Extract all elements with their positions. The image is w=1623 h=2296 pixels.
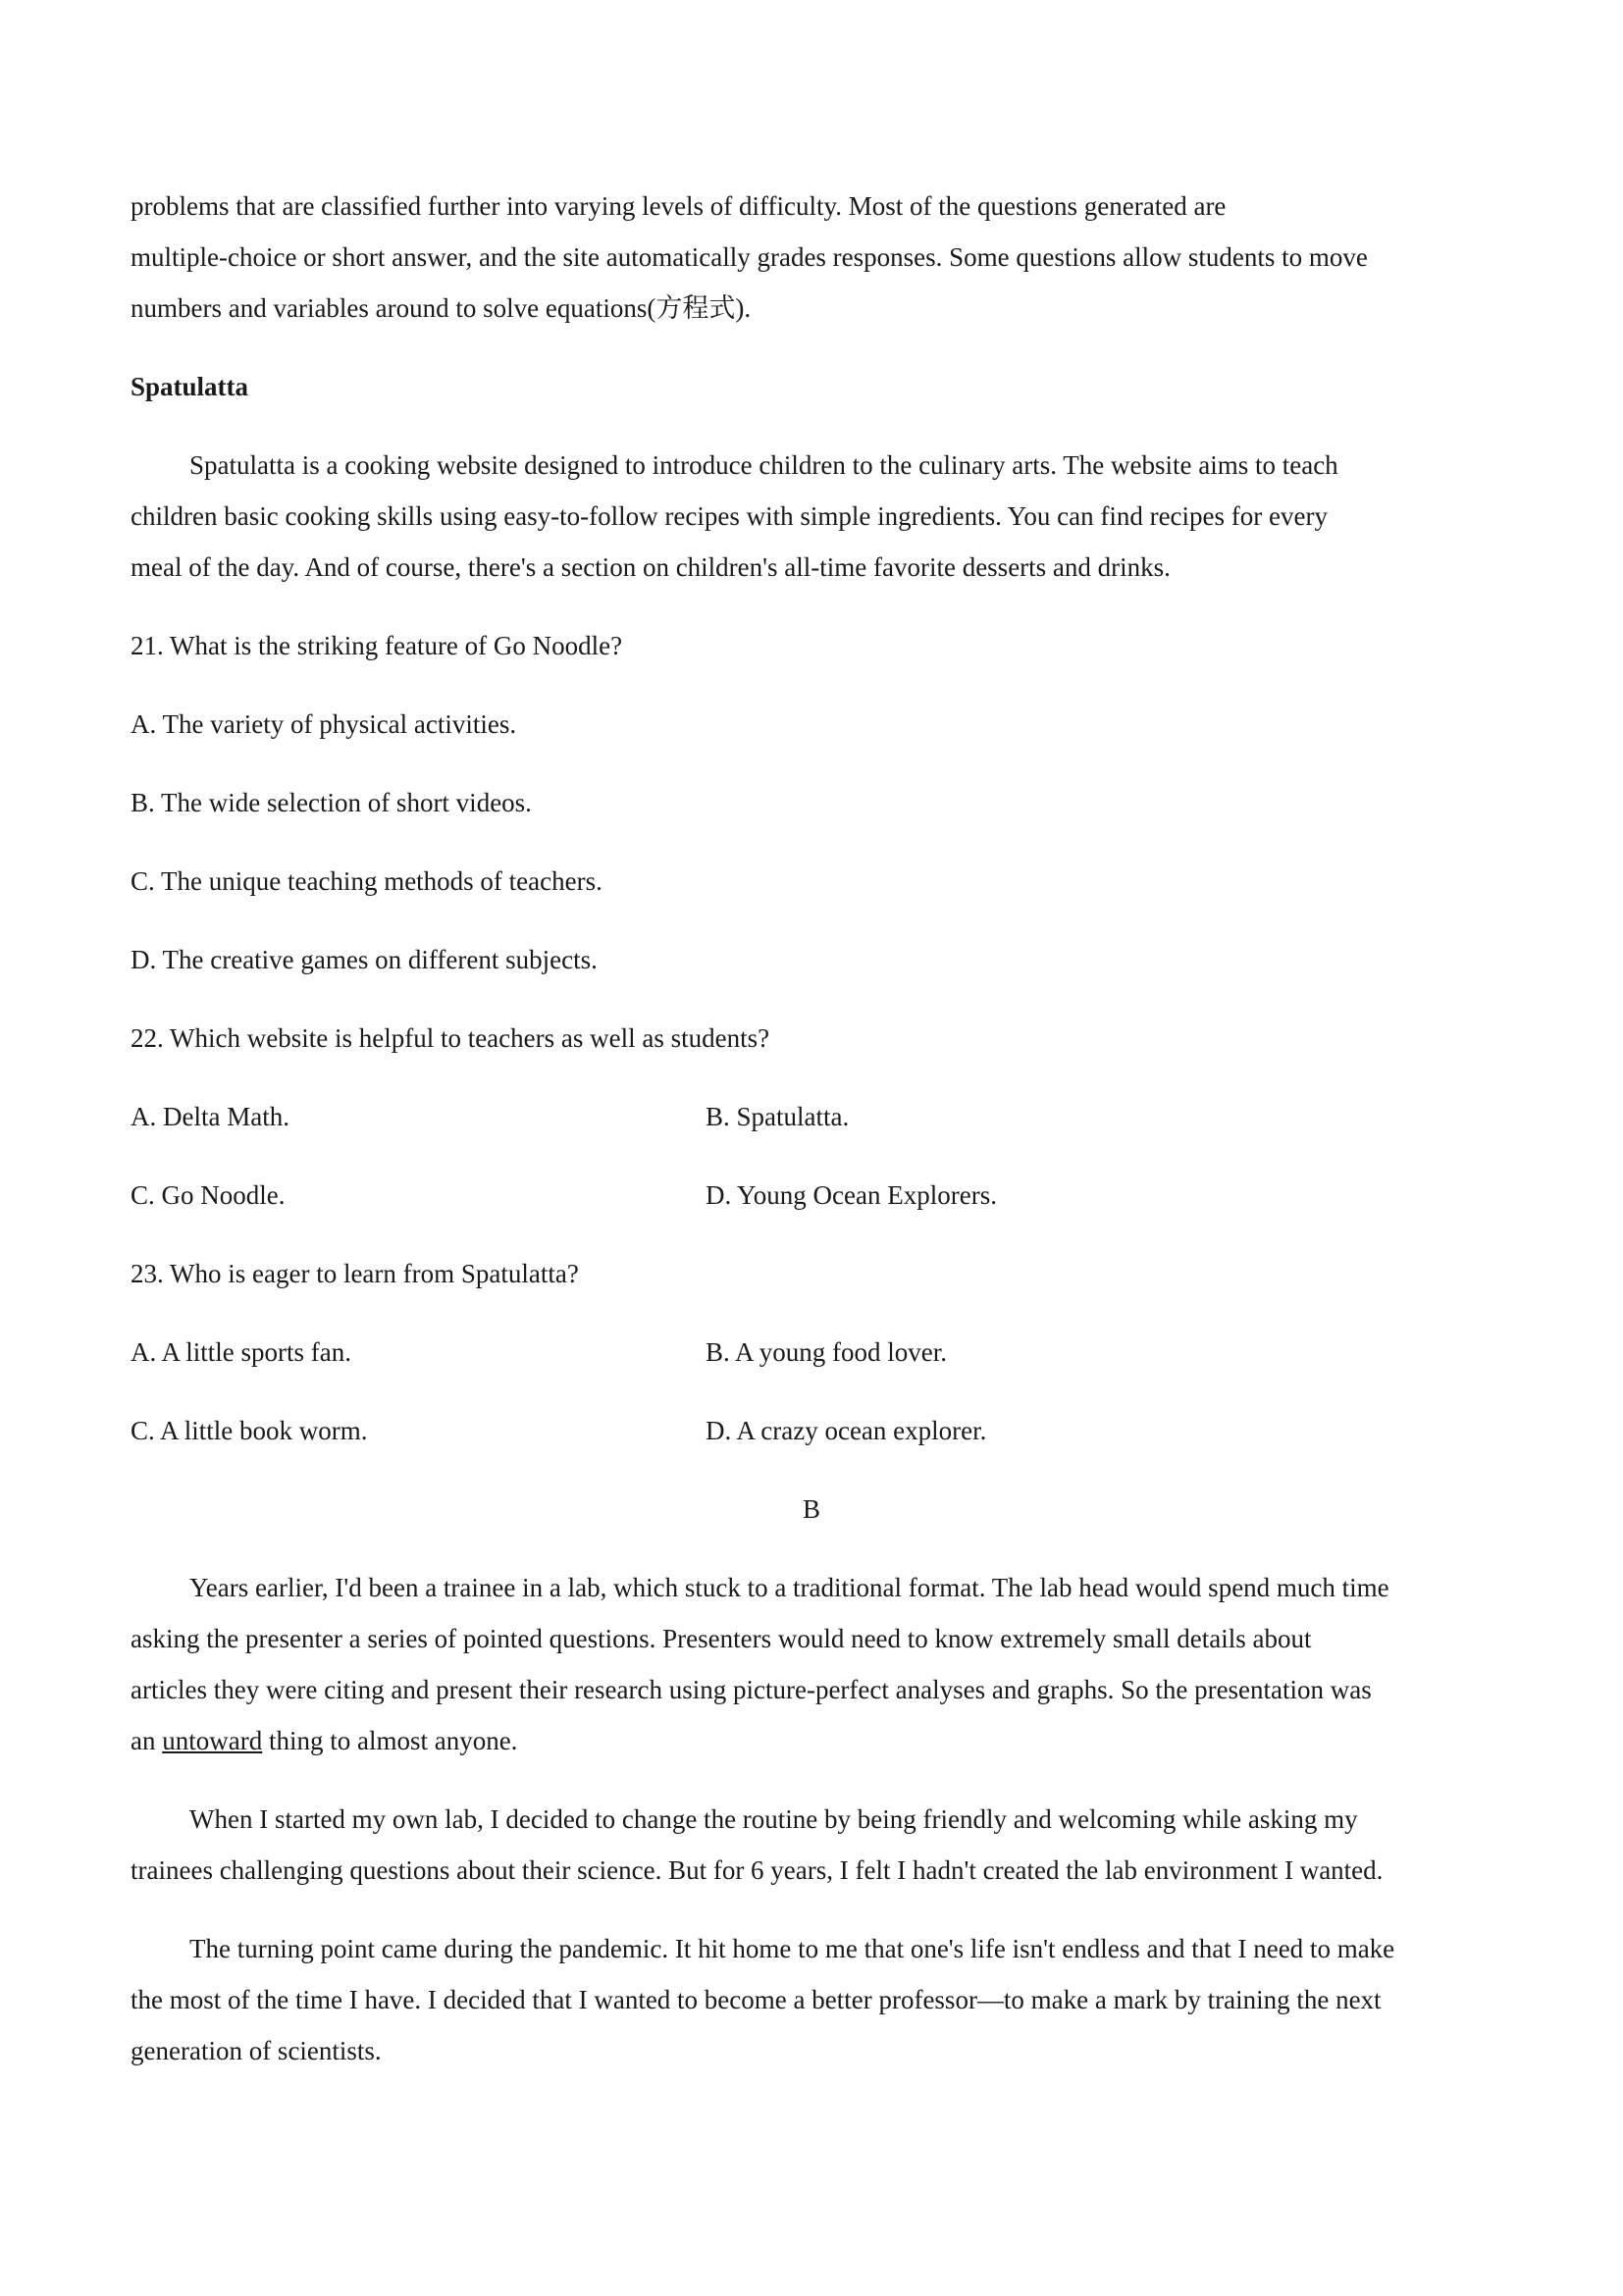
spatulatta-heading: Spatulatta	[131, 372, 249, 401]
intro-line-3: numbers and variables around to solve equations(方程式).	[131, 293, 752, 323]
spatulatta-line-2: children basic cooking skills using easy-to-follow recipes with simple ingredients. You can find recipes for every	[131, 501, 1328, 531]
question-21: 21. What is the striking feature of Go Noodle?	[131, 631, 623, 660]
intro-line-1: problems that are classified further into varying levels of difficulty. Most of the questions generated are	[131, 191, 1227, 221]
passage-b-p1-line-3: articles they were citing and present their research using picture-perfect analyses and graphs. So the presentation was	[131, 1675, 1372, 1704]
p1-line-4-start: an	[131, 1726, 163, 1755]
q21-option-d: D. The creative games on different subjects.	[131, 945, 598, 974]
intro-line-2: multiple-choice or short answer, and the site automatically grades responses. Some questions allow students to move	[131, 242, 1368, 272]
q22-options-row-1	[131, 1091, 1504, 1142]
q21-option-c: C. The unique teaching methods of teachers.	[131, 866, 602, 896]
passage-b-p3-line-3: generation of scientists.	[131, 2036, 382, 2065]
passage-b-p2-line-1: When I started my own lab, I decided to change the routine by being friendly and welcoming while asking my	[189, 1804, 1358, 1834]
passage-b-p1-line-4	[131, 1715, 1504, 1766]
q22-option-c: C. Go Noodle.	[131, 1180, 286, 1210]
q22-option-b: B. Spatulatta.	[706, 1102, 850, 1131]
q23-options-row-1	[131, 1327, 1504, 1378]
spatulatta-line-3: meal of the day. And of course, there's a section on children's all-time favorite desserts and drinks.	[131, 552, 1171, 582]
passage-b-p3-line-1: The turning point came during the pandemic. It hit home to me that one's life isn't endless and that I need to make	[189, 1934, 1395, 1963]
spatulatta-line-1: Spatulatta is a cooking website designed to introduce children to the culinary arts. The website aims to teach	[189, 450, 1338, 480]
question-23: 23. Who is eager to learn from Spatulatta?	[131, 1259, 579, 1288]
q22-option-d: D. Young Ocean Explorers.	[706, 1180, 997, 1210]
q22-options-row-2	[131, 1170, 1504, 1221]
underlined-word: untoward	[162, 1726, 263, 1755]
passage-b-p2-line-2: trainees challenging questions about their science. But for 6 years, I felt I hadn't created the lab environment I wanted.	[131, 1855, 1384, 1885]
q23-option-a: A. A little sports fan.	[131, 1337, 351, 1367]
question-22: 22. Which website is helpful to teachers as well as students?	[131, 1023, 770, 1053]
passage-b-p1-line-2: asking the presenter a series of pointed questions. Presenters would need to know extremely small details about	[131, 1624, 1312, 1653]
p1-line-4-end: thing to almost anyone.	[262, 1726, 518, 1755]
document-page	[131, 181, 1504, 2076]
q21-option-b: B. The wide selection of short videos.	[131, 788, 532, 817]
q21-option-a: A. The variety of physical activities.	[131, 709, 517, 739]
q23-option-b: B. A young food lover.	[706, 1337, 948, 1367]
q23-options-row-2	[131, 1405, 1504, 1456]
q22-option-a: A. Delta Math.	[131, 1102, 289, 1131]
q23-option-d: D. A crazy ocean explorer.	[706, 1416, 987, 1445]
passage-b-p1-line-1: Years earlier, I'd been a trainee in a lab, which stuck to a traditional format. The lab head would spend much time	[189, 1573, 1389, 1602]
q23-option-c: C. A little book worm.	[131, 1416, 368, 1445]
passage-b-p3-line-2: the most of the time I have. I decided that I wanted to become a better professor—to make a mark by training the next	[131, 1985, 1382, 2014]
section-b-label: B	[802, 1494, 820, 1524]
